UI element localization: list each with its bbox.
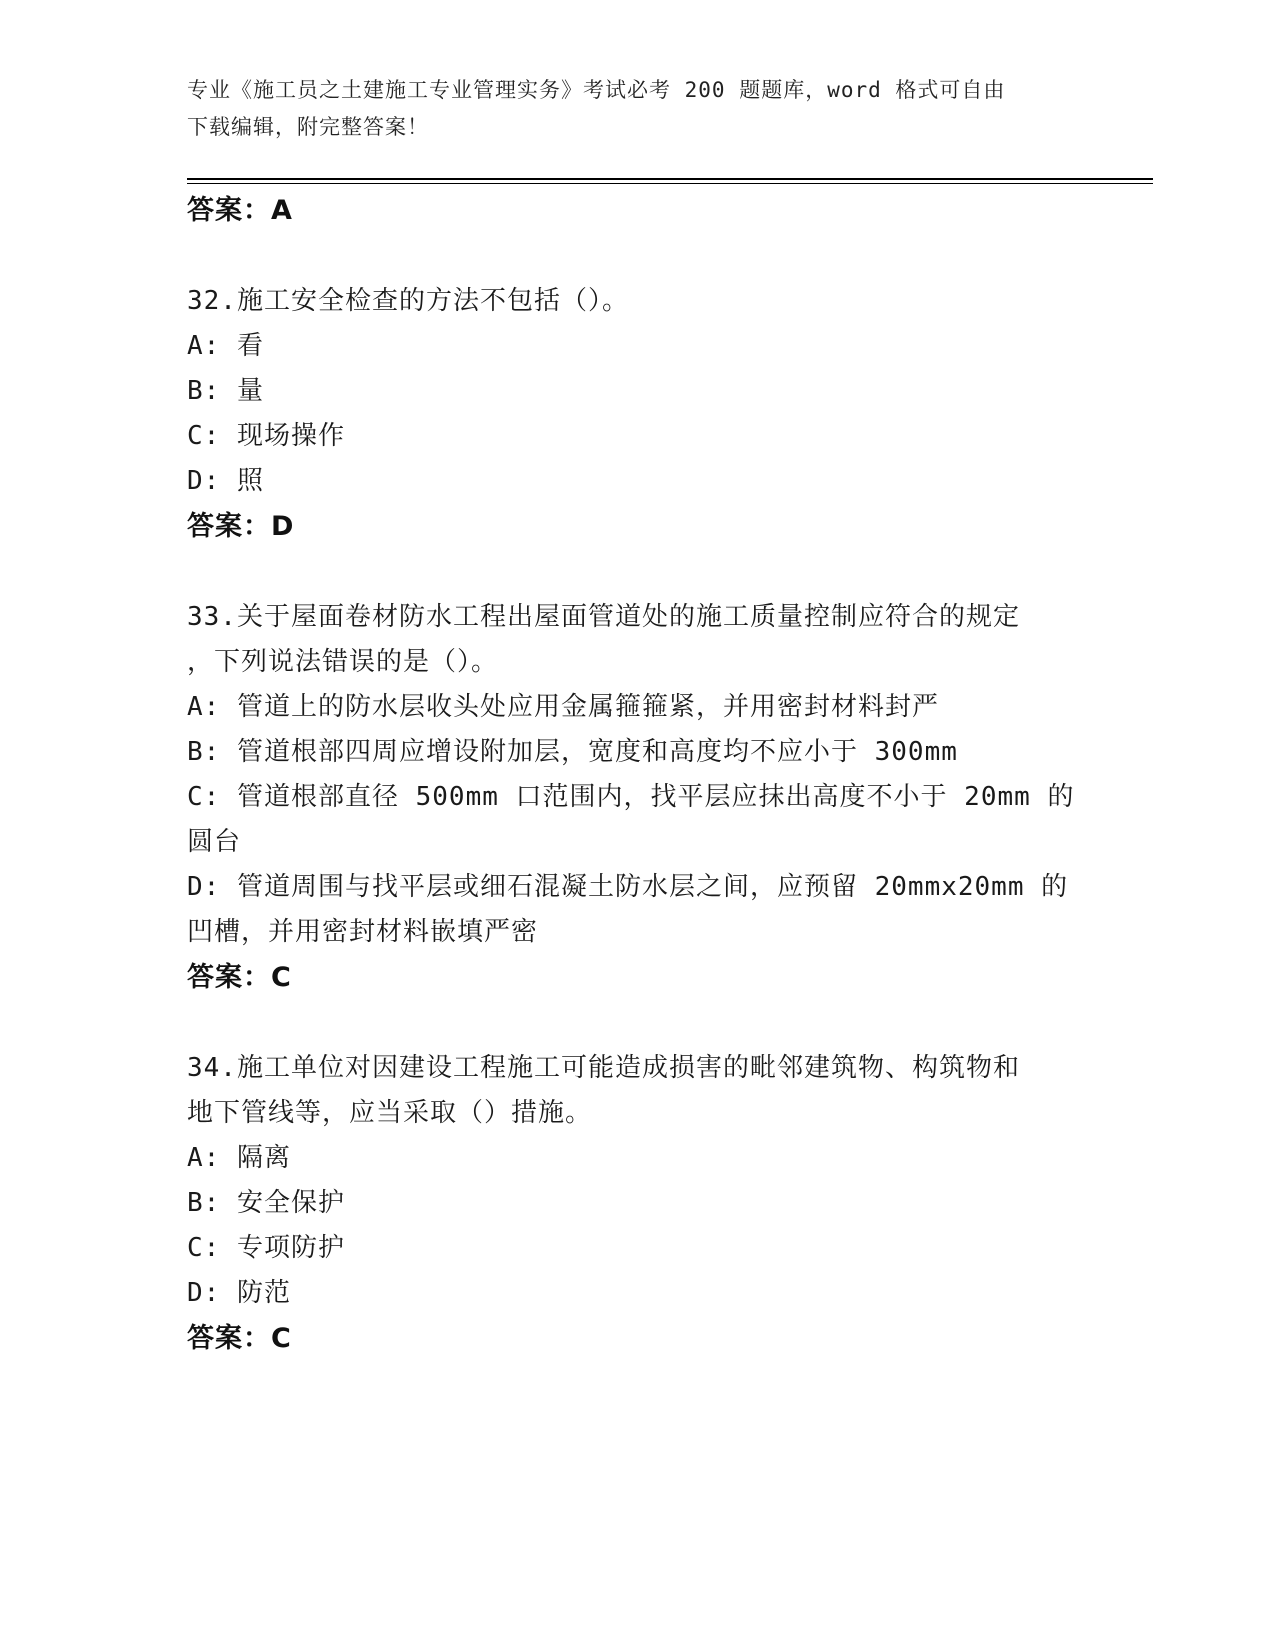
question-block (187, 279, 1087, 549)
option-a: A: 看 (187, 331, 264, 361)
option-c: C: 现场操作 (187, 421, 345, 451)
question-stem: 34.施工单位对因建设工程施工可能造成损害的毗邻建筑物、构筑物和 (187, 1053, 1020, 1083)
option-c: C: 管道根部直径 500mm 口范围内，找平层应抹出高度不小于 20mm 的 (187, 782, 1075, 812)
header-line-2: 下载编辑，附完整答案！ (187, 115, 429, 139)
question-stem-continued: 地下管线等，应当采取（）措施。 (187, 1098, 593, 1128)
option-b: B: 安全保护 (187, 1188, 345, 1218)
option-b: B: 管道根部四周应增设附加层，宽度和高度均不应小于 300mm (187, 737, 958, 767)
option-d: D: 照 (187, 466, 264, 496)
header-line-1: 专业《施工员之土建施工专业管理实务》考试必考 200 题题库，word 格式可自由 (187, 78, 1006, 102)
option-b: B: 量 (187, 376, 264, 406)
header-rule-thick (187, 178, 1153, 180)
answer: 答案：D (187, 511, 295, 542)
option-d: D: 防范 (187, 1278, 291, 1308)
document-header (187, 72, 1067, 146)
spacer (187, 549, 1087, 595)
option-c: C: 专项防护 (187, 1233, 345, 1263)
question-block (187, 1046, 1087, 1361)
option-d-continued: 凹槽，并用密封材料嵌填严密 (187, 917, 539, 947)
option-a: A: 隔离 (187, 1143, 291, 1173)
answer: 答案：C (187, 1323, 292, 1354)
previous-answer: 答案：A (187, 195, 293, 226)
option-c-continued: 圆台 (187, 827, 242, 857)
question-stem-continued: ，下列说法错误的是（）。 (187, 647, 499, 677)
header-rule-thin (187, 183, 1153, 184)
question-stem: 33.关于屋面卷材防水工程出屋面管道处的施工质量控制应符合的规定 (187, 602, 1020, 632)
question-stem: 32.施工安全检查的方法不包括（）。 (187, 286, 629, 316)
question-content (187, 188, 1087, 1361)
spacer (187, 1000, 1087, 1046)
question-block (187, 595, 1087, 1000)
spacer (187, 233, 1087, 279)
option-a: A: 管道上的防水层收头处应用金属箍箍紧，并用密封材料封严 (187, 692, 939, 722)
answer: 答案：C (187, 962, 292, 993)
option-d: D: 管道周围与找平层或细石混凝土防水层之间，应预留 20mmx20mm 的 (187, 872, 1069, 902)
